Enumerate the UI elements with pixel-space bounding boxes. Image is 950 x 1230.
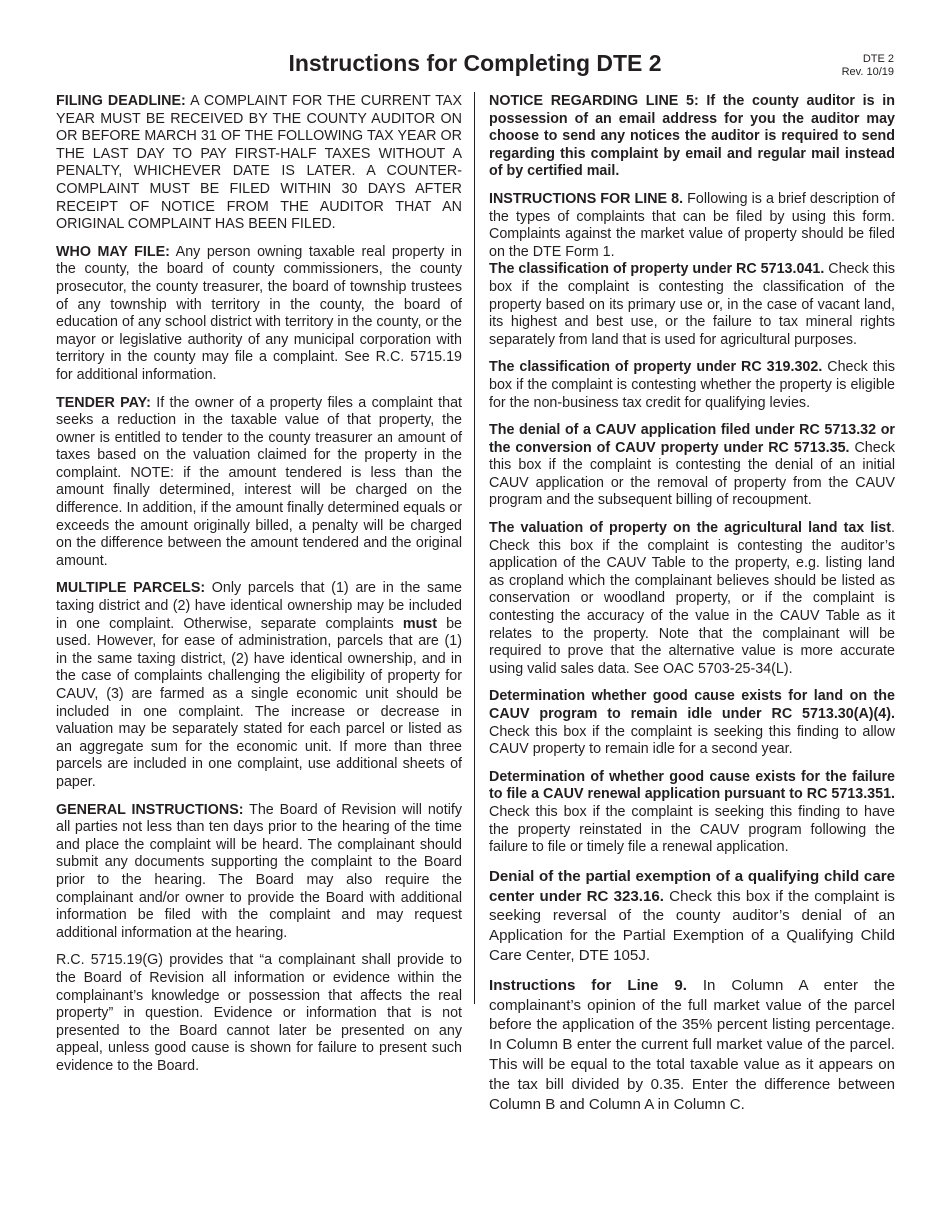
- multiple-parcels-heading: MULTIPLE PARCELS:: [56, 580, 206, 597]
- right-column: [489, 93, 895, 1124]
- form-number: DTE 2: [862, 53, 894, 65]
- idle-text: Check this box if the complaint is seeking this finding to allow CAUV property to remain idle for a second year.: [489, 723, 895, 758]
- rc-5715-paragraph: R.C. 5715.19(G) provides that “a complainant shall provide to the Board of Revision all information or evidence within the complainant’s knowledge or possession that affects the real property” in question. Evidence or information that is not presented to the Board cannot later be presented on any appeal, unless good cause is shown for failure to present such evidence to the Board.: [56, 952, 462, 1074]
- class-5713-heading: The classification of property under RC 5713.041.: [489, 261, 825, 278]
- idle-paragraph: [489, 688, 895, 758]
- notice-line5-paragraph: [489, 93, 895, 181]
- tender-pay-paragraph: [56, 395, 462, 571]
- line8-paragraph: [489, 191, 895, 261]
- general-instructions-heading: GENERAL INSTRUCTIONS:: [56, 801, 244, 818]
- multiple-parcels-emphasis: must: [402, 615, 438, 632]
- line8-heading: INSTRUCTIONS FOR LINE 8.: [489, 190, 684, 207]
- filing-deadline-paragraph: [56, 93, 462, 234]
- line9-paragraph: [489, 976, 895, 1115]
- class-319-paragraph: [489, 359, 895, 412]
- multiple-parcels-paragraph: [56, 580, 462, 791]
- child-care-paragraph: [489, 867, 895, 966]
- tender-pay-heading: TENDER PAY:: [56, 394, 151, 411]
- who-may-file-paragraph: [56, 244, 462, 385]
- valuation-paragraph: [489, 520, 895, 678]
- line8-text: Following is a brief description of the types of complaints that can be filed by using this form. Complaints against the market value of property should be filed on the DTE Form 1.: [489, 190, 896, 260]
- multiple-parcels-text-a: Only parcels that (1) are in the same taxing district and (2) have identical ownership may be included in one complaint. Otherwise, separate complaints: [56, 580, 462, 632]
- cauv-denial-text: Check this box if the complaint is contesting the denial of an initial CAUV application or the removal of property from the CAUV program and the subsequent billing of recoupment.: [489, 439, 895, 509]
- notice-line5-text: NOTICE REGARDING LINE 5: If the county auditor is in possession of an email address for you the auditor may choose to send any notices the auditor is required to send regarding this complaint by email and regular mail instead of by certified mail.: [489, 93, 895, 180]
- class-5713-text: Check this box if the complaint is contesting the classification of the property based on its primary use or, in the case of vacant land, its highest and best use, or the failure to tax mineral rights separately from land that is used for agricultural purposes.: [489, 261, 896, 348]
- idle-heading: Determination whether good cause exists for land on the CAUV program to remain idle under RC 5713.30(A)(4).: [489, 688, 895, 722]
- form-id-block: [842, 53, 894, 79]
- line9-text: In Column A enter the complainant’s opinion of the full market value of the parcel before the application of the 35% percent listing percentage. In Column B enter the current full market value of the parcel. This will be equal to the total taxable value as it appears on the tax bill divided by 0.35. Enter the difference between Column B and Column A in Column C.: [489, 976, 895, 1113]
- tender-pay-text: If the owner of a property files a complaint that seeks a reduction in the taxable value of that property, the owner is entitled to tender to the county treasurer an amount of taxes based on the valuation claimed for the property in the complaint. NOTE: if the amount tendered is less than the amount finally determined, interest will be charged on the difference. In addition, if the amount finally determined equals or exceeds the amount originally billed, a penalty will be charged on the difference between the amount tendered and the original amount.: [56, 394, 462, 569]
- page-title: Instructions for Completing DTE 2: [288, 50, 662, 76]
- who-may-file-text: Any person owning taxable real property in the county, the board of county commissioners, the county prosecutor, the county treasurer, the board of township trustees of any township with territory in the county, the board of education of any school district with territory in the county, or the mayor or legislative authority of any municipal corporation with territory in the county may file a complaint. See R.C. 5715.19 for additional information.: [56, 243, 462, 383]
- general-instructions-paragraph: [56, 802, 462, 943]
- class-319-text: Check this box if the complaint is contesting whether the property is eligible for the non-business tax credit for qualifying levies.: [489, 359, 895, 411]
- valuation-text: . Check this box if the complaint is contesting the auditor’s application of the CAUV Table to the property, e.g. listing land as cropland which the complainant believes should be listed as conservation or woodland property, or if the complaint is contesting the accuracy of the value in the CAUV Table as it relates to the property. Note that the complainant will be required to prove that the alternative value is more accurate using valid sales data. See OAC 5703-25-34(L).: [489, 520, 895, 677]
- cauv-denial-heading: The denial of a CAUV application filed under RC 5713.32 or the conversion of CAUV property under RC 5713.35.: [489, 422, 895, 456]
- child-care-heading: Denial of the partial exemption of a qualifying child care center under RC 323.16.: [489, 867, 895, 905]
- revision-date: Rev. 10/19: [841, 66, 894, 78]
- filing-deadline-text: A COMPLAINT FOR THE CURRENT TAX YEAR MUST BE RECEIVED BY THE COUNTY AUDITOR ON OR BEFORE MARCH 31 OF THE FOLLOWING TAX YEAR OR THE LAST DAY TO PAY FIRST-HALF TAXES WITHOUT A PENALTY, WHICHEVER DATE IS LATER. A COUNTER-COMPLAINT MUST BE FILED WITHIN 30 DAYS AFTER RECEIPT OF NOTICE FROM THE AUDITOR THAT AN ORIGINAL COMPLAINT HAS BEEN FILED.: [56, 93, 462, 233]
- renewal-heading: Determination of whether good cause exists for the failure to file a CAUV renewal application pursuant to RC 5713.351.: [489, 768, 895, 803]
- class-319-heading: The classification of property under RC 319.302.: [489, 359, 823, 376]
- left-column: [56, 93, 462, 1085]
- renewal-text: Check this box if the complaint is seeking this finding to have the property reinstated in the CAUV program following the failure to file or timely file a renewal application.: [489, 803, 895, 856]
- child-care-text: Check this box if the complaint is seeking reversal of the county auditor’s denial of an Application for the Partial Exemption of a Qualifying Child Care Center, DTE 105J.: [489, 887, 895, 964]
- cauv-denial-paragraph: [489, 422, 895, 510]
- column-divider: [474, 92, 475, 1004]
- class-5713-paragraph: [489, 261, 895, 349]
- valuation-heading: The valuation of property on the agricultural land tax list: [489, 520, 892, 537]
- line9-heading: Instructions for Line 9.: [489, 976, 687, 994]
- general-instructions-text: The Board of Revision will notify all parties not less than ten days prior to the hearing of the time and place the complaint will be heard. The complainant should submit any documents supporting the complaint to the Board prior to the hearing. The Board may also require the complainant and/or owner to provide the Board with additional information be filed with the complaint and may request additional information at the hearing.: [56, 801, 462, 941]
- multiple-parcels-text-b: be used. However, for ease of administration, parcels that are (1) in the same taxing district, (2) have identical ownership, and in the case of complaints challenging the eligibility of property for CAUV, (3) are farmed as a single economic unit should be included in one complaint. The increase or decrease in valuation may be separately stated for each parcel or listed as an aggregate sum for the economic unit. If more than three parcels are included in one complaint, use additional sheets of paper.: [56, 615, 463, 790]
- who-may-file-heading: WHO MAY FILE:: [56, 243, 170, 260]
- renewal-paragraph: [489, 769, 895, 857]
- filing-deadline-heading: FILING DEADLINE:: [56, 93, 186, 109]
